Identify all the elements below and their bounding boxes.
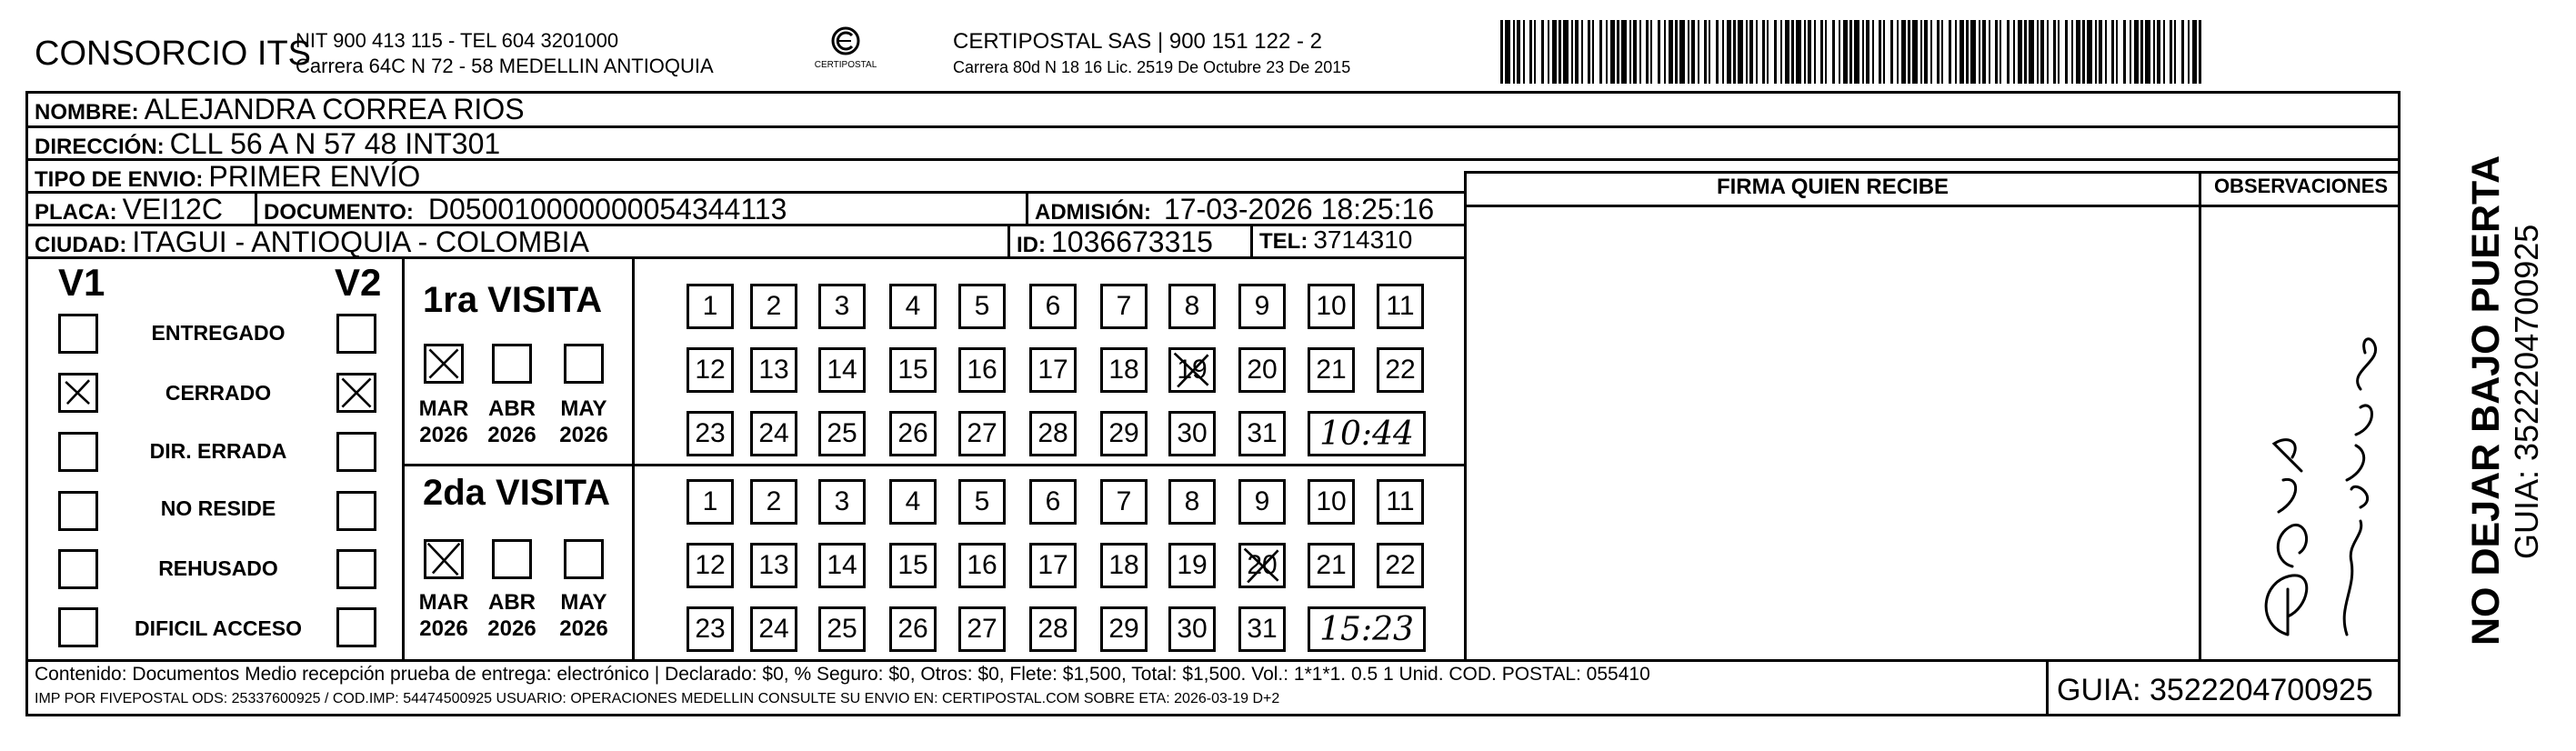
second-visit-day-17[interactable]: 17: [1029, 543, 1077, 588]
company-address: Carrera 64C N 72 - 58 MEDELLIN ANTIOQUIA: [296, 55, 714, 77]
first-visit-day-23[interactable]: 23: [687, 411, 734, 456]
second-visit-day-18[interactable]: 18: [1100, 543, 1148, 588]
second-visit-day-26[interactable]: 26: [889, 606, 937, 652]
second-visit-day-25[interactable]: 25: [818, 606, 866, 652]
footer-contenido: Contenido: Documentos Medio recepción prueba de entrega: electrónico | Declarado: $0, % Seguro: $0, Otros: $0, Flete: $1,500, Total: $1,500. Vol.: 1*1*1. 0.5 1 Unid. COD. POSTAL: 055410: [35, 664, 1650, 685]
second-visit-day-27[interactable]: 27: [958, 606, 1006, 652]
documento-label: DOCUMENTO:: [264, 200, 414, 225]
first-visit-day-3[interactable]: 3: [818, 284, 866, 329]
id-field: [1017, 225, 1213, 259]
v2-entregado-checkbox[interactable]: [336, 314, 376, 354]
tel-value: 3714310: [1313, 225, 1413, 254]
first-visit-day-4[interactable]: 4: [889, 284, 937, 329]
first-visit-month-abr: ABR 2026: [487, 396, 536, 447]
second-visit-day-20[interactable]: 20: [1238, 543, 1286, 588]
second-visit-day-16[interactable]: 16: [958, 543, 1006, 588]
nombre-label: NOMBRE:: [35, 100, 139, 125]
second-visit-day-14[interactable]: 14: [818, 543, 866, 588]
v2-label: V2: [335, 261, 382, 304]
first-visit-day-29[interactable]: 29: [1100, 411, 1148, 456]
first-visit-day-7[interactable]: 7: [1100, 284, 1148, 329]
placa-field: [35, 193, 223, 226]
v1-no-reside-checkbox[interactable]: [58, 491, 98, 531]
second-visit-day-7[interactable]: 7: [1100, 479, 1148, 525]
second-visit-day-23[interactable]: 23: [687, 606, 734, 652]
first-visit-mar-mark-icon: [426, 346, 461, 381]
second-visit-month-abr: ABR 2026: [487, 590, 536, 641]
first-visit-day-30[interactable]: 30: [1168, 411, 1216, 456]
ciudad-label: CIUDAD:: [35, 233, 127, 257]
second-visit-day-4[interactable]: 4: [889, 479, 937, 525]
first-visit-day-11[interactable]: 11: [1377, 284, 1424, 329]
v2-cerrado-checkbox[interactable]: [336, 373, 376, 413]
second-visit-day-1[interactable]: 1: [687, 479, 734, 525]
v2-no-reside-checkbox[interactable]: [336, 491, 376, 531]
first-visit-month-mar: MAR 2026: [418, 396, 469, 447]
tipo-envio-label: TIPO DE ENVIO:: [35, 167, 204, 192]
first-visit-day-14[interactable]: 14: [818, 347, 866, 393]
id-label: ID:: [1017, 233, 1046, 257]
footer-imp: IMP POR FIVEPOSTAL ODS: 25337600925 / COD.IMP: 54474500925 USUARIO: OPERACIONES MEDELLIN CONSULTE SU ENVIO EN: CERTIPOSTAL.COM SOBRE ETA: 2026-03-19 D+2: [35, 691, 1280, 706]
v1-dificil-acceso-checkbox[interactable]: [58, 607, 98, 647]
first-visit-day-19[interactable]: 19: [1168, 347, 1216, 393]
first-visit-day-24[interactable]: 24: [750, 411, 797, 456]
v1-dir-errada-checkbox[interactable]: [58, 432, 98, 472]
certipostal-logo-text: CERTIPOSTAL: [814, 60, 877, 70]
first-visit-day-26[interactable]: 26: [889, 411, 937, 456]
first-visit-day-31[interactable]: 31: [1238, 411, 1286, 456]
v2-cerrado-mark-icon: [339, 376, 374, 410]
first-visit-month-may: MAY 2026: [559, 396, 608, 447]
signature-area: [2201, 207, 2401, 659]
second-visit-mar-checkbox[interactable]: [424, 539, 464, 579]
first-visit-day-5[interactable]: 5: [958, 284, 1006, 329]
admision-field: [1035, 193, 1434, 226]
admision-label: ADMISIÓN:: [1035, 200, 1151, 225]
second-visit-mar-mark-icon: [426, 542, 461, 576]
second-visit-day-29[interactable]: 29: [1100, 606, 1148, 652]
direccion-value: CLL 56 A N 57 48 INT301: [169, 127, 501, 160]
signature-text: [2201, 207, 2206, 208]
second-visit-day-6[interactable]: 6: [1029, 479, 1077, 525]
first-visit-day-28[interactable]: 28: [1029, 411, 1077, 456]
v1-cerrado-checkbox[interactable]: [58, 373, 98, 413]
second-visit-day-mark-icon: [1241, 546, 1283, 586]
second-visit-day-30[interactable]: 30: [1168, 606, 1216, 652]
first-visit-day-18[interactable]: 18: [1100, 347, 1148, 393]
first-visit-day-10[interactable]: 10: [1308, 284, 1355, 329]
first-visit-day-mark-icon: [1171, 350, 1213, 390]
second-visit-day-10[interactable]: 10: [1308, 479, 1355, 525]
nombre-field: [35, 93, 525, 126]
first-visit-day-17[interactable]: 17: [1029, 347, 1077, 393]
status-no-reside: NO RESIDE: [160, 496, 276, 520]
first-visit-abr-checkbox[interactable]: [492, 344, 532, 384]
direccion-label: DIRECCIÓN:: [35, 135, 165, 159]
first-visit-day-16[interactable]: 16: [958, 347, 1006, 393]
side-text-block: [2410, 118, 2545, 646]
first-visit-day-1[interactable]: 1: [687, 284, 734, 329]
documento-value: D050010000000054344113: [427, 193, 787, 225]
v2-dir-errada-checkbox[interactable]: [336, 432, 376, 472]
first-visit-day-25[interactable]: 25: [818, 411, 866, 456]
first-visit-title: 1ra VISITA: [423, 280, 603, 320]
second-visit-day-21[interactable]: 21: [1308, 543, 1355, 588]
second-visit-day-31[interactable]: 31: [1238, 606, 1286, 652]
certipostal-name: CERTIPOSTAL SAS | 900 151 122 - 2: [953, 29, 1322, 54]
company-name: CONSORCIO ITS: [35, 35, 312, 73]
second-visit-day-24[interactable]: 24: [750, 606, 797, 652]
v1-label: V1: [58, 261, 105, 304]
signature-drawing: [2201, 207, 2401, 659]
first-visit-day-21[interactable]: 21: [1308, 347, 1355, 393]
second-visit-day-8[interactable]: 8: [1168, 479, 1216, 525]
side-guia: GUIA: 3522204700925: [2508, 224, 2545, 559]
first-visit-day-20[interactable]: 20: [1238, 347, 1286, 393]
tipo-envio-field: [35, 160, 420, 194]
status-cerrado: CERRADO: [165, 381, 272, 405]
certipostal-address: Carrera 80d N 18 16 Lic. 2519 De Octubre 23 De 2015: [953, 58, 1351, 76]
ciudad-field: [35, 225, 589, 259]
first-visit-day-2[interactable]: 2: [750, 284, 797, 329]
nombre-value: ALEJANDRA CORREA RIOS: [144, 93, 525, 125]
status-entregado: ENTREGADO: [151, 321, 286, 345]
first-visit-day-27[interactable]: 27: [958, 411, 1006, 456]
first-visit-day-8[interactable]: 8: [1168, 284, 1216, 329]
tel-label: TEL:: [1259, 229, 1308, 254]
placa-value: VEI12C: [122, 193, 223, 225]
first-visit-may-checkbox[interactable]: [564, 344, 604, 384]
direccion-field: [35, 127, 500, 161]
second-visit-day-13[interactable]: 13: [750, 543, 797, 588]
v2-dificil-acceso-checkbox[interactable]: [336, 607, 376, 647]
barcode: [1500, 20, 2205, 84]
second-visit-day-22[interactable]: 22: [1377, 543, 1424, 588]
tipo-envio-value: PRIMER ENVÍO: [208, 160, 421, 193]
second-visit-day-12[interactable]: 12: [687, 543, 734, 588]
second-visit-time-box[interactable]: 15:23: [1308, 606, 1426, 652]
second-visit-day-19[interactable]: 19: [1168, 543, 1216, 588]
first-visit-day-15[interactable]: 15: [889, 347, 937, 393]
first-visit-mar-checkbox[interactable]: [424, 344, 464, 384]
certipostal-logo: [809, 25, 882, 80]
status-dir-errada: DIR. ERRADA: [149, 439, 287, 463]
second-visit-day-3[interactable]: 3: [818, 479, 866, 525]
firma-header: FIRMA QUIEN RECIBE: [1716, 175, 1950, 199]
second-visit-may-checkbox[interactable]: [564, 539, 604, 579]
documento-field: [264, 193, 787, 226]
second-visit-day-5[interactable]: 5: [958, 479, 1006, 525]
admision-value: 17-03-2026 18:25:16: [1164, 193, 1435, 225]
second-visit-month-mar: MAR 2026: [418, 590, 469, 641]
footer-guia: GUIA: 3522204700925: [2057, 673, 2373, 707]
first-visit-day-9[interactable]: 9: [1238, 284, 1286, 329]
second-visit-day-9[interactable]: 9: [1238, 479, 1286, 525]
second-visit-day-2[interactable]: 2: [750, 479, 797, 525]
second-visit-day-11[interactable]: 11: [1377, 479, 1424, 525]
v1-entregado-checkbox[interactable]: [58, 314, 98, 354]
v1-rehusado-checkbox[interactable]: [58, 549, 98, 589]
status-rehusado: REHUSADO: [158, 556, 278, 580]
first-visit-day-6[interactable]: 6: [1029, 284, 1077, 329]
id-value: 1036673315: [1051, 225, 1213, 258]
observaciones-header: OBSERVACIONES: [2213, 175, 2389, 197]
first-visit-day-12[interactable]: 12: [687, 347, 734, 393]
company-nit-tel: NIT 900 413 115 - TEL 604 3201000: [296, 29, 619, 52]
status-dificil-acceso: DIFICIL ACCESO: [134, 616, 302, 640]
first-visit-time-box[interactable]: 10:44: [1308, 411, 1426, 456]
tel-field: [1259, 225, 1412, 255]
second-visit-title: 2da VISITA: [423, 473, 610, 513]
placa-label: PLACA:: [35, 200, 117, 225]
ciudad-value: ITAGUI - ANTIOQUIA - COLOMBIA: [132, 225, 589, 258]
second-visit-day-28[interactable]: 28: [1029, 606, 1077, 652]
certipostal-logo-icon: [827, 25, 864, 56]
side-title: NO DEJAR BAJO PUERTA: [2464, 155, 2508, 646]
second-visit-month-may: MAY 2026: [559, 590, 608, 641]
second-visit-abr-checkbox[interactable]: [492, 539, 532, 579]
first-visit-day-22[interactable]: 22: [1377, 347, 1424, 393]
first-visit-day-13[interactable]: 13: [750, 347, 797, 393]
second-visit-day-15[interactable]: 15: [889, 543, 937, 588]
v2-rehusado-checkbox[interactable]: [336, 549, 376, 589]
v1-cerrado-mark-icon: [61, 376, 95, 410]
